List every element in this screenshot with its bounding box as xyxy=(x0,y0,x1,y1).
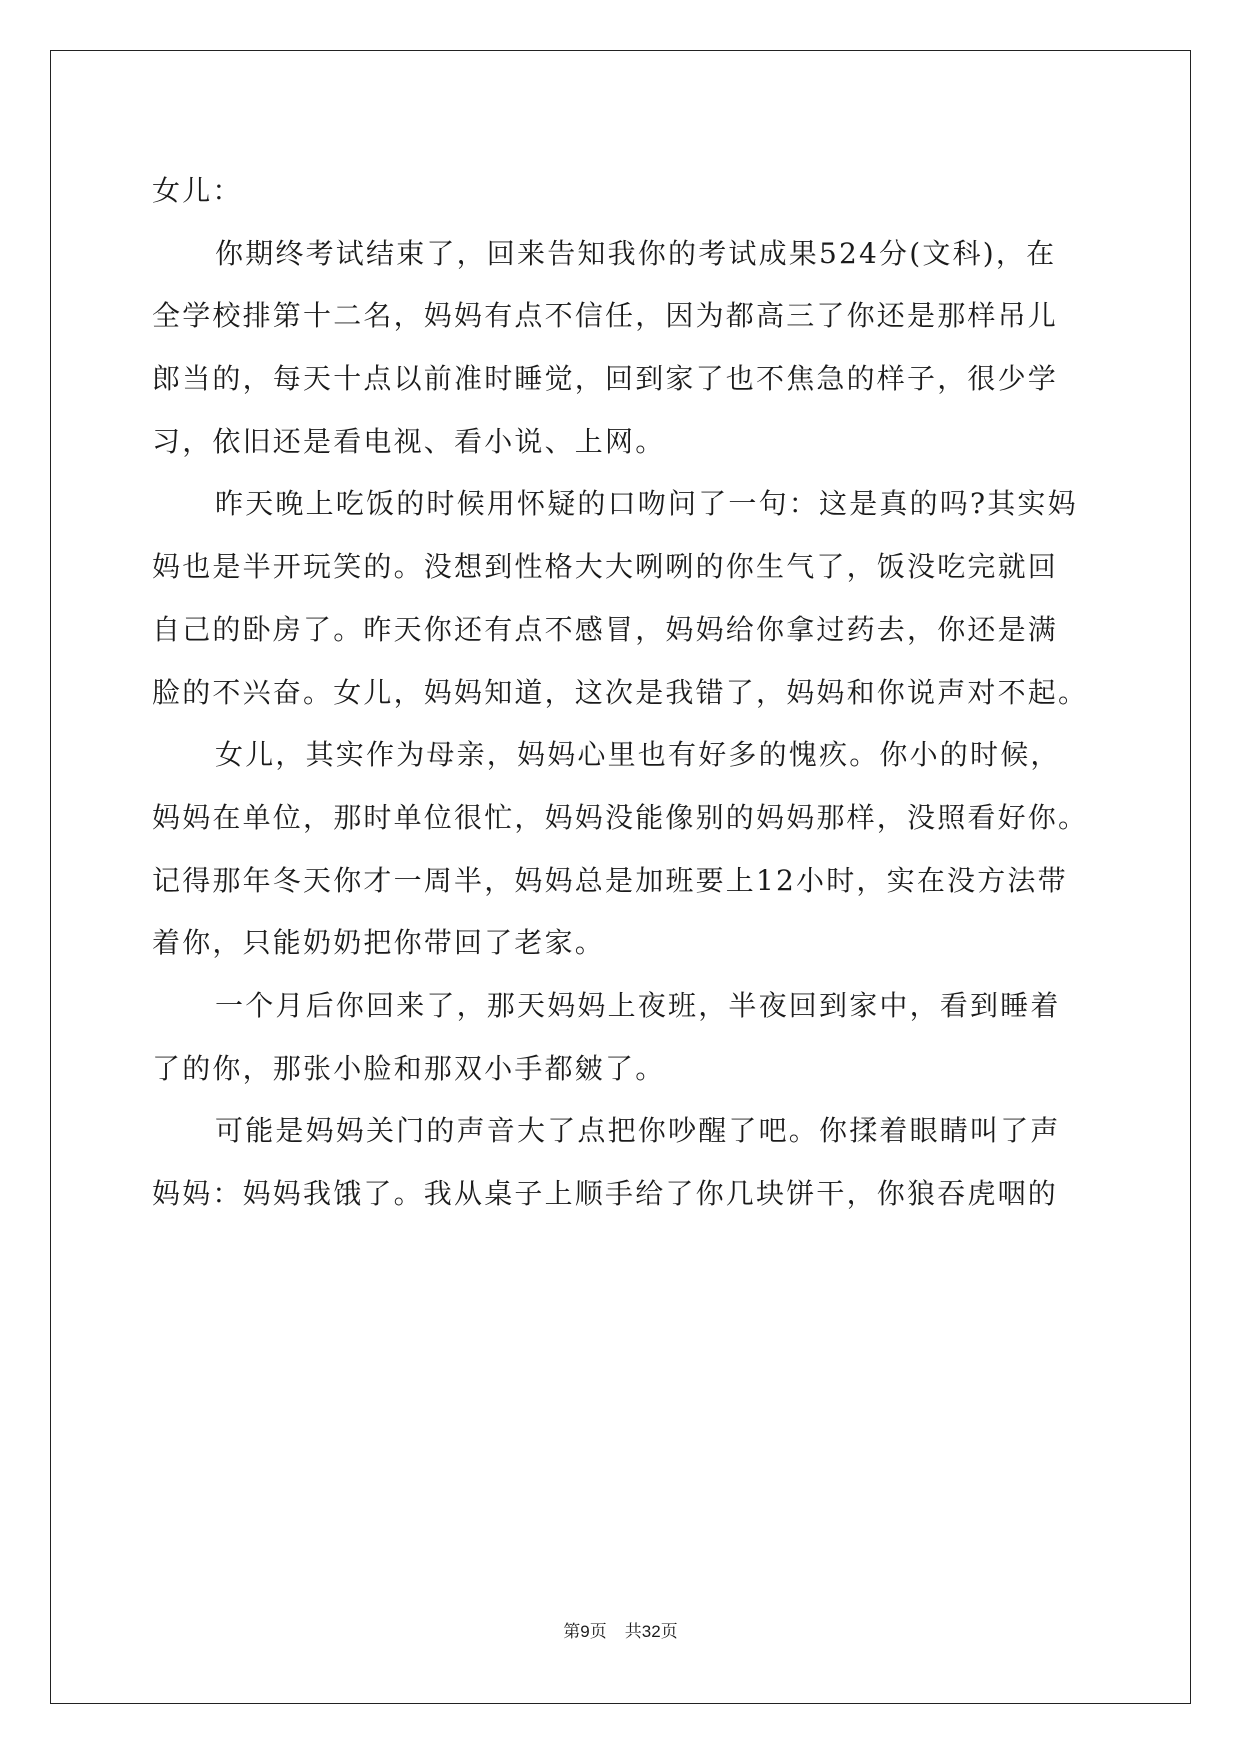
salutation: 女儿： xyxy=(152,174,243,207)
text-line: 妈妈在单位，那时单位很忙，妈妈没能像别的妈妈那样，没照看好你。 xyxy=(152,800,1089,834)
text-line: 郎当的，每天十点以前准时睡觉，回到家了也不焦急的样子，很少学 xyxy=(152,362,1059,396)
text-line: 你期终考试结束了，回来告知我你的考试成果524分(文科)，在 xyxy=(215,236,1057,270)
text-line: 记得那年冬天你才一周半，妈妈总是加班要上12小时，实在没方法带 xyxy=(152,863,1068,897)
text-line: 习，依旧还是看电视、看小说、上网。 xyxy=(152,424,666,458)
text-line: 一个月后你回来了，那天妈妈上夜班，半夜回到家中，看到睡着 xyxy=(215,988,1061,1022)
text-line: 昨天晚上吃饭的时候用怀疑的口吻问了一句：这是真的吗?其实妈 xyxy=(215,487,1078,521)
page-suffix: 页 xyxy=(589,1622,607,1642)
page-footer xyxy=(0,1617,1241,1642)
text-line: 全学校排第十二名，妈妈有点不信任，因为都高三了你还是那样吊儿 xyxy=(152,299,1059,333)
text-line: 着你，只能奶奶把你带回了老家。 xyxy=(152,926,606,960)
text-line: 可能是妈妈关门的声音大了点把你吵醒了吧。你揉着眼睛叫了声 xyxy=(215,1114,1061,1148)
total-prefix: 共 xyxy=(624,1622,642,1642)
page-current: 9 xyxy=(580,1622,590,1641)
text-line: 妈妈：妈妈我饿了。我从桌子上顺手给了你几块饼干，你狼吞虎咽的 xyxy=(152,1177,1059,1210)
letter-body xyxy=(152,160,1092,1226)
text-line: 自己的卧房了。昨天你还有点不感冒，妈妈给你拿过药去，你还是满 xyxy=(152,612,1059,646)
text-line: 了的你，那张小脸和那双小手都皴了。 xyxy=(152,1051,666,1085)
text-line: 妈也是半开玩笑的。没想到性格大大咧咧的你生气了，饭没吃完就回 xyxy=(152,550,1059,584)
text-line: 女儿，其实作为母亲，妈妈心里也有好多的愧疚。你小的时候， xyxy=(215,738,1061,772)
text-line: 脸的不兴奋。女儿，妈妈知道，这次是我错了，妈妈和你说声对不起。 xyxy=(152,675,1089,709)
total-suffix: 页 xyxy=(660,1622,678,1642)
page-total: 32 xyxy=(641,1622,661,1641)
page-prefix: 第 xyxy=(563,1622,581,1642)
